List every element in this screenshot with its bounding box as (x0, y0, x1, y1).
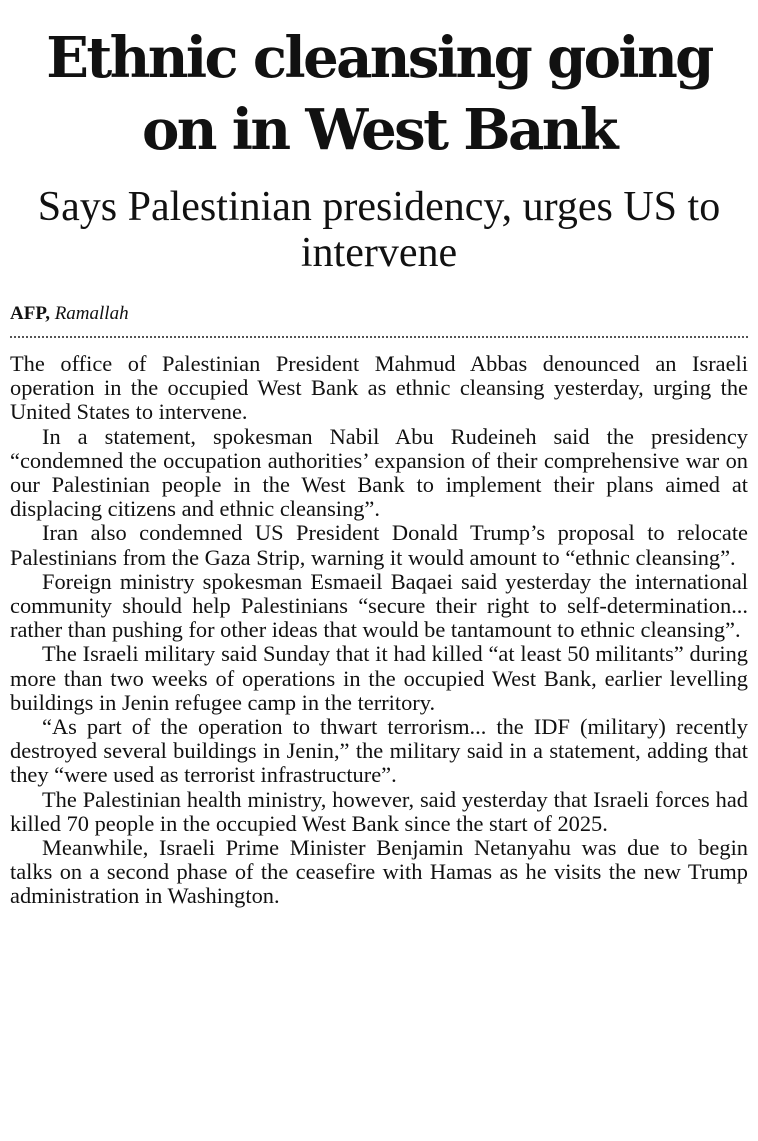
article-headline: Ethnic cleansing going on in West Bank (46, 25, 712, 163)
byline (10, 302, 748, 326)
article-subheadline: Says Palestinian presidency, urges US to intervene (37, 184, 721, 276)
article-paragraph: In a statement, spokesman Nabil Abu Rudeineh said the presidency “condemned the occupation authorities’ expansion of their comprehensive war on our Palestinian people in the West Bank to implement their plans aimed at displacing citizens and ethnic cleansing”. (10, 423, 748, 522)
dotted-divider (10, 336, 748, 338)
byline-agency: AFP, (10, 303, 50, 324)
article-paragraph: The Israeli military said Sunday that it had killed “at least 50 militants” during more than two weeks of operations in the occupied West Bank, earlier levelling buildings in Jenin refugee camp in the territory. (10, 641, 748, 715)
article-body (10, 352, 748, 909)
article-paragraph: The office of Palestinian President Mahmud Abbas denounced an Israeli operation in the occupied West Bank as ethnic cleansing yesterday, urging the United States to intervene. (10, 351, 748, 425)
article-paragraph: Meanwhile, Israeli Prime Minister Benjamin Netanyahu was due to begin talks on a second phase of the ceasefire with Hamas as he visits the new Trump administration in Washington. (10, 835, 748, 909)
article-paragraph: Iran also condemned US President Donald Trump’s proposal to relocate Palestinians from the Gaza Strip, warning it would amount to “ethnic cleansing”. (10, 520, 748, 570)
article-paragraph: The Palestinian health ministry, however, said yesterday that Israeli forces had killed 70 people in the occupied West Bank since the start of 2025. (10, 786, 748, 836)
article-paragraph: “As part of the operation to thwart terrorism... the IDF (military) recently destroyed several buildings in Jenin,” the military said in a statement, adding that they “were used as terrorist infrastructure”. (10, 714, 748, 788)
byline-location: Ramallah (54, 303, 129, 324)
article-paragraph: Foreign ministry spokesman Esmaeil Baqaei said yesterday the international community should help Palestinians “secure their right to self-determination... rather than pushing for other ideas that would be tantamount to ethnic cleansing”. (10, 568, 748, 643)
